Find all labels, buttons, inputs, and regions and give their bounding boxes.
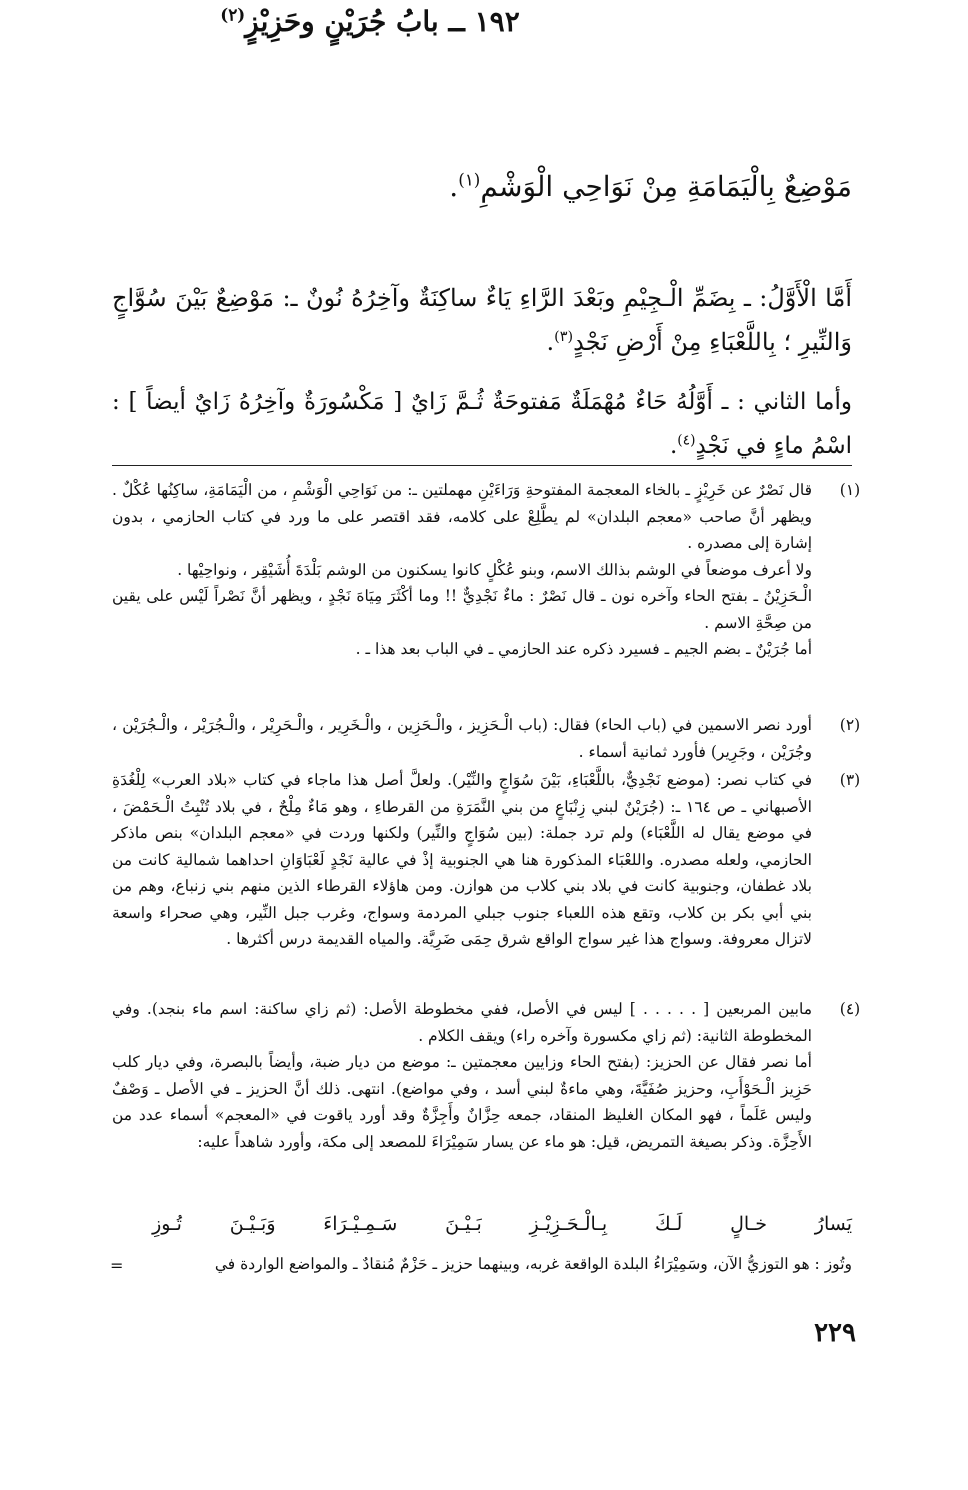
page-number: ٢٢٩ [814,1318,856,1348]
chapter-heading [0,0,740,44]
footnote-paragraph: قال نَصْرٌ عن خَرِيْزٍ ـ بالخاء المعجمة المفتوحةِ وَرَاءَيْنِ مهملتين ـ: من نَوَاحِي الْوَشْمِ ، من الْيَمَامَةِ، ساكِنُها عُكْلٌ . ويظهر أنَّ صاحب «معجم البلدان» لم يطَّلِعْ على كلامه، فقد اقتصر على ما ورد في كتاب الحازمي ، بدون إشارة إلى مصدره . [112,481,812,552]
intro-line-text: مَوْضِعٌ بِالْيَمَامَةِ مِنْ نَوَاحِي الْوَشْمِ [480,170,852,203]
footnote-1 [112,477,861,663]
footnote-ref-4: (٤) [677,432,696,449]
footnote-paragraph: ولا أعرف موضعاً في الوشم بذالك الاسم، وبنو عُكْلٍ كانوا يسكنون من الوشم بَلْدَةَ أُشَيْقِر ، ونواحِيْها . [177,560,812,579]
poem-word: بِـالْـحَـزِيْـزِ [529,1213,608,1235]
footnote-ref-3: (٣) [554,329,574,345]
footnote-paragraph: الْـحَزِيْنُ ـ بفتح الحاء وآخره نون ـ قال نَصْرٌ : ماءٌ نَجْدِيٌّ !! وما أكْثَرَ مِيَاهَ نَجْدٍ ، ويظهر أنَّ نَصْراً لَيْس على يقين من صِحَّةِ الاسم . [112,587,812,632]
footnote-number: (٢) [839,716,861,734]
footnote-paragraph: أما جُرَيْنٌ ـ بضم الجيم ـ فسيرد ذكره عند الحازمي ـ في الباب بعد هذا ـ . [355,640,812,658]
poem-word: لَـكَ [654,1213,683,1235]
footnote-number: (٣) [839,771,861,789]
footnote-3 [112,767,861,953]
paragraph-second-text: وأما الثاني : ـ أَوَّلُهُ حَاءٌ مُهْمَلَةٌ مَفتوحَةٌ ثُـمَّ زَايٌ [ مَكْسُورَةٌ وآخِرُهُ زَايٌ أيضاً ] : اسْمُ ماءٍ في نَجْدٍ [112,389,852,459]
footnote-ref-1: (١) [458,169,481,190]
footnote-paragraph: أما نصر فقال عن الحزيز: (بفتح الحاء وزايين معجمتين ـ: موضع من ديار ضبة، وأيضاً بالبصرة، وفي ديار كلب حَزِيز الْـحَوْأَبِ، وحزيز صُفَيَّةَ، وهي ماءةٌ لبني أسد ، وفي مواضع). انتهى. ذلك أنَّ الحزيز ـ في الأصل ـ وَصْفٌ وليس عَلَماً ، فهو المكان الغليظ المنقاد، جمعه حِزَّانٌ وأَجِزَّةٌ وقد أورد ياقوت في «المعجم» أسماء عدد من الأَحِزَّة. وذكر بصيغة التمريض، قيل: هو ماء عن يسار سَمِيْرَاءَ للمصعد إلى مكة، وأورد شاهداً عليه: [112,1053,812,1151]
poem-word: وَبَـيْـنَ [229,1213,276,1235]
paragraph-second: وأما الثاني : ـ أَوَّلُهُ حَاءٌ مُهْمَلَةٌ مَفتوحَةٌ ثُـمَّ زَايٌ [ مَكْسُورَةٌ وآخِرُهُ زَايٌ أيضاً ] : اسْمُ ماءٍ في نَجْدٍ$^{(٤)}$. [112,389,852,459]
footnote-body [112,767,812,953]
footnote-paragraph: مابين المربعين [ . . . . . ] ليس في الأصل، ففي مخطوطة الأصل: (ثم زاي ساكنة: اسم ماء بنجد). وفي المخطوطة الثانية: (ثم زاي مكسورة وآخره راء) ويقف الكلام . [112,1000,812,1045]
paragraph-first: أَمَّا الْأَوَّلُ: ـ بِضَمِّ الْـجِيْمِ وبَعْدَ الرَّاءِ يَاءٌ ساكِنَةٌ وآخِرُهُ نُونٌ ـ: مَوْضِعٌ بَيْنَ سُوَّاجٍ وَالنِّيرِ ؛ بِاللَّعْبَاءِ مِنْ أَرْضِ نَجْدٍ$^{(٣)}$. [112,284,852,356]
footnote-paragraph: أورد نصر الاسمين في (باب الحاء) فقال: (باب الْـحَزِيز ، والْـحَزِين ، والْـخَرِير ، والْـحَرِيْر ، والْـجُرَيْر ، والْـجُرَيْن ، وجُرَيْن ، وجَرِير) فأورد ثمانية أسماء . [112,716,812,761]
poem-word: يَسارُ [814,1213,852,1235]
chapter-heading-text: ١٩٢ ــ بابُ جُرَيْنٍ وحَزِيْزٍ [245,5,520,38]
footnote-body [112,477,812,663]
footnote-2 [112,712,861,765]
poem-word: تُـوزِ [152,1213,182,1235]
footnote-4 [112,996,861,1155]
footnote-body [112,996,812,1155]
continuation-mark: = [110,1256,124,1275]
footnote-number: (٤) [839,1000,861,1018]
footnote-body [112,712,812,765]
poem-word: سَـمِـيْـرَاءَ [323,1213,398,1235]
footnote-divider [112,465,852,466]
intro-line: مَوْضِعٌ بِالْيَمَامَةِ مِنْ نَوَاحِي الْوَشْمِ$^{(١)}$. [449,169,852,203]
poem-verse [152,1206,852,1242]
poem-word: بَـيْـنَ [445,1213,482,1235]
footnote-paragraph: في كتاب نصر: (موضع نَجْدِيٌّ، باللَّعْبَاءِ، بَيْنَ سُوَاجٍ والنِّيْر). ولعلَّ أصل هذا ماجاء في كتاب «بلاد العرب» لِلْغُدَةِ الأصبهاني ـ ص ١٦٤ ـ: (جُرَيْنٌ لبني زِنْبَاعٍ من بني النَّمَرَةِ من القرطاءِ ، وهو مَاءٌ مِلْحٌ ، في بلاد تُنْبِتُ الْـحَمْضَ ، في موضع يقال له اللَّعْبَاء) ولم ترد جملة: (بين سُوَاجٍ والنِّير) ولكنها وردت في «معجم البلدان» بنص ماذكر الحازمي، ولعله مصدره. واللعْبَاء المذكورة هنا هي الجنوبية إذْ في عالية نَجْدٍ لَعْبَاوَانِ احداهما شمالية كانت من بلاد غطفان، وجنوبية كانت في بلاد بني كلاب من هوازن. ومن هاؤلاء القرطاء الذين منهم بني زنباع، وهم من بني أبي بكر بن كلاب، وتقع هذه اللعباء جنوب جبلي المردمة وسواج، وغرب جبل النِّير، وهي صحراء واسعة لاتزال معروفة. وسواج هذا غير سواج الواقع شرق حِمَى ضَرِيَّة. والمياه القديمة درس أكثرها . [112,771,812,948]
paragraph-first-text: أَمَّا الْأَوَّلُ: ـ بِضَمِّ الْـجِيْمِ وبَعْدَ الرَّاءِ يَاءٌ ساكِنَةٌ وآخِرُهُ نُونٌ ـ: مَوْضِعٌ بَيْنَ سُوَّاجٍ وَالنِّيرِ ؛ بِاللَّعْبَاءِ مِنْ أَرْضِ نَجْدٍ [112,284,852,356]
footnote-ref-2: (٢) [220,4,246,25]
footnote-continuation-line: وتُوز : هو التوزيُّ الآن، وسَمِيْرَاءُ البلدة الواقعة غربه، وبينهما حزيز ـ حَزْمٌ مُنقادٌ ـ والمواضع الواردة في [214,1255,852,1273]
poem-word: خـالٍ [730,1213,768,1235]
footnote-number: (١) [839,481,861,499]
